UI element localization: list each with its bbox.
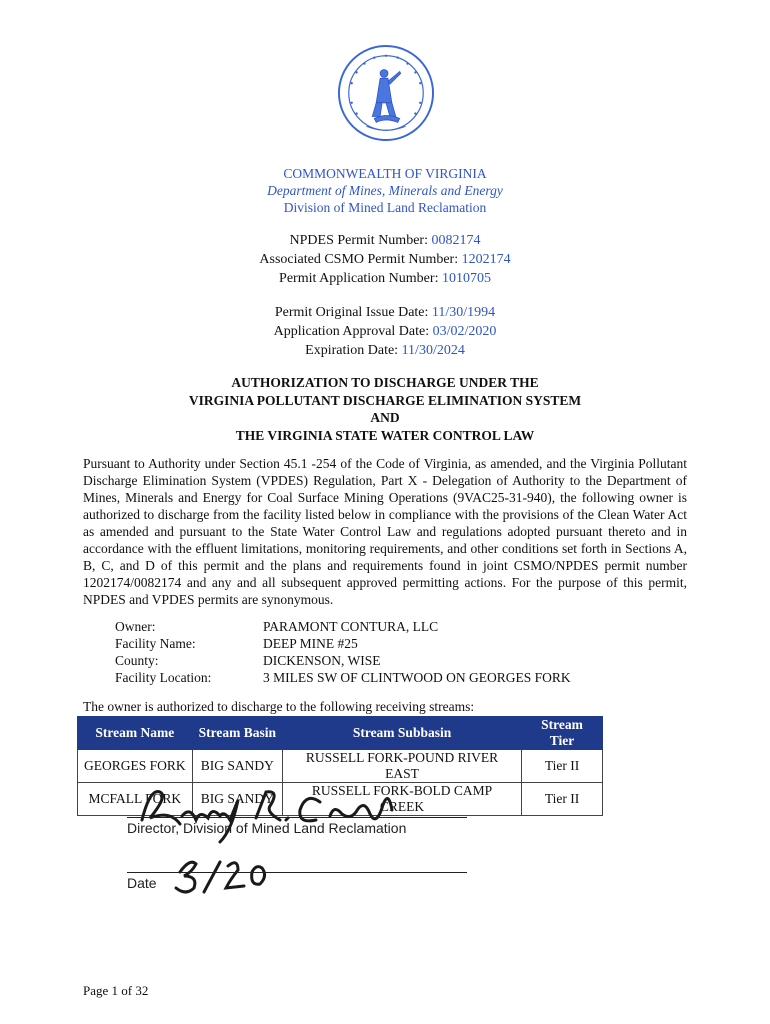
page-number: Page 1 of 32 [83,983,149,998]
permit-numbers [0,231,770,288]
authorization-paragraph: Pursuant to Authority under Section 45.1 -254 of the Code of Virginia, as amended, and the Virginia Pollutant Discharge Elimination System (VPDES) Regulation, Part X - Delegation of Authority to the Department of Mines, Minerals and Energy for Coal Surface Mining Operations (9VAC25-31-940), the following owner is authorized to discharge from the facility listed below in compliance with the provisions of the Clean Water Act as amended and pursuant to the State Water Control Law and regulations adopted pursuant thereto and in accordance with the effluent limitations, monitoring requirements, and other conditions set forth in Sections A, B, C, and D of this permit and the plans and requirements found in joint CSMO/NPDES permit number 1202174/0082174 and any and all subsequent approved permitting actions. For the purpose of this permit, NPDES and VPDES permits are synonymous. [83,456,687,607]
csmo-permit-number: Associated CSMO Permit Number: 1202174 [259,252,511,267]
division-line: Division of Mined Land Reclamation [283,200,487,215]
original-issue-date: Permit Original Issue Date: 11/30/1994 [274,305,496,320]
header-stream-tier: Stream Tier [522,717,603,750]
location-row: Facility Location: 3 MILES SW OF CLINTWOOD ON GEORGES FORK [115,670,571,685]
owner-row: Owner: PARAMONT CONTURA, LLC [115,619,439,634]
table-row: MCFALL FORK BIG SANDY RUSSELL FORK-BOLD CAMP CREEK Tier II [78,783,603,816]
authorization-title: AUTHORIZATION TO DISCHARGE UNDER THE VIRGINIA POLLUTANT DISCHARGE ELIMINATION SYSTEM AND THE VIRGINIA STATE WATER CONTROL LAW [188,375,582,443]
header-stream-subbasin: Stream Subbasin [283,717,522,750]
commonwealth-line: COMMONWEALTH OF VIRGINIA [283,166,487,181]
department-line: Department of Mines, Minerals and Energy [267,183,503,198]
header-stream-name: Stream Name [78,717,193,750]
facility-details [115,618,571,686]
director-title: Director, Division of Mined Land Reclamation [127,820,407,836]
date-line [127,872,467,873]
expiration-date: Expiration Date: 11/30/2024 [305,343,465,358]
facility-row: Facility Name: DEEP MINE #25 [115,636,358,651]
date-label: Date [127,875,157,891]
table-header-row [78,717,603,750]
header-stream-basin: Stream Basin [192,717,282,750]
streams-intro: The owner is authorized to discharge to the following receiving streams: [83,699,475,714]
virginia-seal-icon [337,44,435,142]
table-row: GEORGES FORK BIG SANDY RUSSELL FORK-POUND RIVER EAST Tier II [78,750,603,783]
permit-dates [0,303,770,360]
agency-header [0,165,770,216]
approval-date: Application Approval Date: 03/02/2020 [273,324,497,339]
director-signature [120,780,480,900]
county-row: County: DICKENSON, WISE [115,653,381,668]
npdes-permit-number: NPDES Permit Number: 0082174 [289,233,481,248]
application-number: Permit Application Number: 1010705 [279,271,491,286]
signature-line [127,817,467,818]
